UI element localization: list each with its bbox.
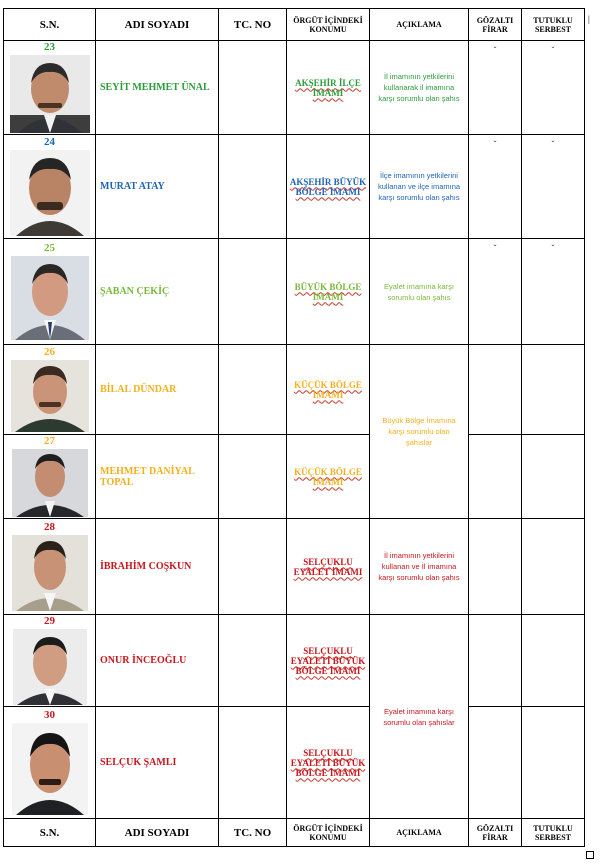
position-cell: SELÇUKLU EYALETİ BÜYÜK BÖLGE İMAMI [287, 615, 370, 707]
footer-tutuklu: TUTUKLU SERBEST [522, 819, 585, 847]
footer-gozalti: GÖZALTI FİRAR [469, 819, 522, 847]
tutuklu-cell: ˇ [522, 41, 585, 135]
description-cell: İlçe imamının yetkilerini kullanan ve ilçe imamına karşı sorumlu olan şahıs [370, 135, 469, 239]
gozalti-cell: ˇ [469, 239, 522, 345]
table-row [4, 707, 585, 819]
header-tutuklu: TUTUKLU SERBEST [522, 9, 585, 41]
tc-cell [219, 345, 287, 435]
tutuklu-cell [522, 435, 585, 519]
tc-cell [219, 519, 287, 615]
person-photo [12, 535, 88, 611]
person-name: ŞABAN ÇEKİÇ [96, 239, 219, 345]
tutuklu-cell: ˇ [522, 239, 585, 345]
sn-photo-cell [4, 435, 96, 519]
row-number: 25 [44, 242, 55, 254]
tutuklu-cell [522, 345, 585, 435]
row-number: 24 [44, 136, 55, 148]
footer-position: ÖRGÜT İÇİNDEKİ KONUMU [287, 819, 370, 847]
header-position: ÖRGÜT İÇİNDEKİ KONUMU [287, 9, 370, 41]
position-cell: KÜÇÜK BÖLGE İMAMI [287, 435, 370, 519]
header-desc: AÇIKLAMA [370, 9, 469, 41]
table-row [4, 239, 585, 345]
person-name: BİLAL DÜNDAR [96, 345, 219, 435]
gozalti-cell: ˇ [469, 135, 522, 239]
position-cell: KÜÇÜK BÖLGE İMAMI [287, 345, 370, 435]
person-name: SELÇUK ŞAMLI [96, 707, 219, 819]
position-cell: SELÇUKLU EYALETİ BÜYÜK BÖLGE İMAMI [287, 707, 370, 819]
description-cell: Büyük Bölge İmamına karşı sorumlu olan şahıslar [370, 345, 469, 519]
header-tc: TC. NO [219, 9, 287, 41]
suspects-table [3, 8, 585, 847]
person-name: MEHMET DANİYAL TOPAL [96, 435, 219, 519]
description-cell: İl imamının yetkilerini kullanarak il imamına karşı sorumlu olan şahıs [370, 41, 469, 135]
tc-cell [219, 615, 287, 707]
tutuklu-cell [522, 707, 585, 819]
resize-handle [586, 851, 594, 859]
gozalti-cell [469, 519, 522, 615]
person-photo [13, 629, 87, 705]
row-number: 23 [44, 41, 55, 53]
description-cell: Eyalet imamına karşı sorumlu olan şahıslar [370, 615, 469, 819]
tutuklu-cell: ˇ [522, 135, 585, 239]
gozalti-cell [469, 345, 522, 435]
gozalti-cell [469, 615, 522, 707]
person-name: ONUR İNCEOĞLU [96, 615, 219, 707]
header-gozalti: GÖZALTI FİRAR [469, 9, 522, 41]
person-name: SEYİT MEHMET ÜNAL [96, 41, 219, 135]
person-name: İBRAHİM COŞKUN [96, 519, 219, 615]
tc-cell [219, 707, 287, 819]
sn-photo-cell [4, 345, 96, 435]
row-number: 27 [44, 435, 55, 447]
sn-photo-cell [4, 239, 96, 345]
person-photo [10, 55, 90, 133]
tc-cell [219, 41, 287, 135]
row-number: 29 [44, 615, 55, 627]
table-row [4, 615, 585, 707]
gozalti-cell [469, 435, 522, 519]
footer-name: ADI SOYADI [96, 819, 219, 847]
table-row [4, 345, 585, 435]
header-row [4, 9, 585, 41]
sn-photo-cell [4, 519, 96, 615]
gozalti-cell: ˇ [469, 41, 522, 135]
person-photo [11, 256, 89, 340]
row-number: 30 [44, 709, 55, 721]
footer-tc: TC. NO [219, 819, 287, 847]
position-cell: BÜYÜK BÖLGE İMAMI [287, 239, 370, 345]
sn-photo-cell [4, 135, 96, 239]
gozalti-cell [469, 707, 522, 819]
person-photo [12, 449, 88, 517]
footer-sn: S.N. [4, 819, 96, 847]
description-cell: İl imamının yetkilerini kullanan ve İl imamına karşı sorumlu olan şahıs [370, 519, 469, 615]
footer-desc: AÇIKLAMA [370, 819, 469, 847]
table-row [4, 519, 585, 615]
footer-row [4, 819, 585, 847]
position-cell: SELÇUKLU EYALET İMAMI [287, 519, 370, 615]
row-number: 28 [44, 521, 55, 533]
position-cell: AKŞEHİR BÜYÜK BÖLGE İMAMI [287, 135, 370, 239]
tc-cell [219, 435, 287, 519]
person-name: MURAT ATAY [96, 135, 219, 239]
tutuklu-cell [522, 615, 585, 707]
person-photo [10, 150, 90, 236]
header-name: ADI SOYADI [96, 9, 219, 41]
description-cell: Eyalet imamına karşı sorumlu olan şahıs [370, 239, 469, 345]
tc-cell [219, 135, 287, 239]
sn-photo-cell [4, 41, 96, 135]
tutuklu-cell [522, 519, 585, 615]
sn-photo-cell [4, 707, 96, 819]
tc-cell [219, 239, 287, 345]
person-photo [12, 723, 88, 815]
person-photo [11, 360, 89, 432]
table-row [4, 135, 585, 239]
page-edge-mark: | [588, 14, 590, 24]
header-sn: S.N. [4, 9, 96, 41]
table-row [4, 41, 585, 135]
table-row [4, 435, 585, 519]
position-cell: AKŞEHİR İLÇE İMAMI [287, 41, 370, 135]
row-number: 26 [44, 346, 55, 358]
sn-photo-cell [4, 615, 96, 707]
